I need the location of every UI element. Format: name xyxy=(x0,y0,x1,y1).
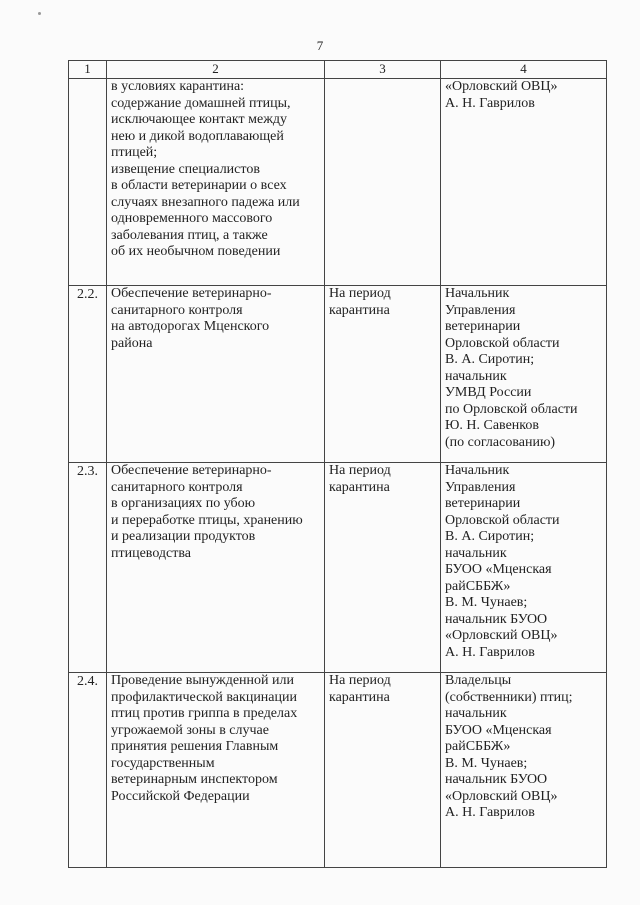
cell-text-line: начальник xyxy=(445,368,507,384)
cell-text-line: В. А. Сиротин; xyxy=(445,352,535,367)
term-cell xyxy=(325,673,441,868)
cell-text-line: содержание домашней птицы, xyxy=(111,95,291,111)
cell-text-line: Управления xyxy=(445,302,516,318)
cell-text-line: В. А. Сиротин; xyxy=(445,529,535,544)
cell-text-line: начальник xyxy=(445,545,507,561)
cell-text-line: санитарного контроля xyxy=(111,302,243,318)
column-header-term: 3 xyxy=(325,61,441,79)
cell-text-line: на автодорогах Мценского xyxy=(111,319,270,334)
row-number: 2.2. xyxy=(69,286,107,463)
cell-text-line: Управления xyxy=(445,479,516,495)
table-row xyxy=(69,463,607,673)
cell-text-line: Орловской области xyxy=(445,512,560,528)
cell-text-line: Российской Федерации xyxy=(111,788,250,804)
cell-text-line: государственным xyxy=(111,755,215,771)
cell-text-line: Обеспечение ветеринарно- xyxy=(111,286,272,301)
row-number: 2.4. xyxy=(69,673,107,868)
cell-text-line: В. М. Чунаев; xyxy=(445,595,528,610)
row-number: 2.3. xyxy=(69,463,107,673)
cell-text-line: в условиях карантина: xyxy=(111,79,245,94)
term-cell xyxy=(325,463,441,673)
cell-text-line: нею и дикой водоплавающей xyxy=(111,128,284,144)
responsible-cell xyxy=(441,79,607,286)
table-row xyxy=(69,673,607,868)
cell-text-line: БУОО «Мценская xyxy=(445,722,552,738)
cell-text-line: принятия решения Главным xyxy=(111,739,279,754)
cell-text-line: угрожаемой зоны в случае xyxy=(111,722,269,738)
cell-text-line: начальник БУОО xyxy=(445,611,548,627)
responsible-cell xyxy=(441,286,607,463)
term-cell xyxy=(325,286,441,463)
cell-text-line: ветеринарным инспектором xyxy=(111,772,278,787)
cell-text-line: На период xyxy=(329,463,391,478)
cell-text-line: и реализации продуктов xyxy=(111,529,256,544)
cell-text-line: ветеринарии xyxy=(445,496,521,511)
cell-text-line: ветеринарии xyxy=(445,319,521,334)
cell-text-line: одновременного массового xyxy=(111,211,273,226)
cell-text-line: извещение специалистов xyxy=(111,161,260,177)
cell-text-line: А. Н. Гаврилов xyxy=(445,805,535,820)
term-cell xyxy=(325,79,441,286)
cell-text-line: начальник БУОО xyxy=(445,772,548,787)
action-cell xyxy=(107,673,325,868)
cell-text-line: карантина xyxy=(329,479,390,495)
cell-text-line: Обеспечение ветеринарно- xyxy=(111,463,272,478)
cell-text-line: птиц против гриппа в пределах xyxy=(111,706,298,721)
cell-text-line: санитарного контроля xyxy=(111,479,243,495)
cell-text-line: «Орловский ОВЦ» xyxy=(445,79,558,94)
scan-speck xyxy=(38,12,41,15)
cell-text-line: Начальник xyxy=(445,463,510,478)
cell-text-line: УМВД России xyxy=(445,385,532,400)
row-number xyxy=(69,79,107,286)
column-header-action: 2 xyxy=(107,61,325,79)
cell-text-line: (по согласованию) xyxy=(445,434,556,450)
cell-text-line: района xyxy=(111,335,153,351)
cell-text-line: райСББЖ» xyxy=(445,739,511,754)
cell-text-line: и переработке птицы, хранению xyxy=(111,512,303,528)
responsible-cell xyxy=(441,463,607,673)
cell-text-line: На период xyxy=(329,286,391,301)
cell-text-line: случаях внезапного падежа или xyxy=(111,194,300,210)
cell-text-line: исключающее контакт между xyxy=(111,112,288,127)
cell-text-line: Владельцы xyxy=(445,673,512,688)
column-header-responsible: 4 xyxy=(441,61,607,79)
cell-text-line: карантина xyxy=(329,689,390,705)
action-cell xyxy=(107,463,325,673)
cell-text-line: В. М. Чунаев; xyxy=(445,755,528,771)
column-header-number: 1 xyxy=(69,61,107,79)
cell-text-line: (собственники) птиц; xyxy=(445,689,573,705)
table-header-row xyxy=(69,61,607,79)
cell-text-line: А. Н. Гаврилов xyxy=(445,95,535,111)
cell-text-line: Проведение вынужденной или xyxy=(111,673,294,688)
cell-text-line: об их необычном поведении xyxy=(111,244,281,259)
cell-text-line: начальник xyxy=(445,706,507,721)
cell-text-line: райСББЖ» xyxy=(445,578,511,594)
cell-text-line: птицей; xyxy=(111,145,158,160)
cell-text-line: Начальник xyxy=(445,286,510,301)
cell-text-line: в области ветеринарии о всех xyxy=(111,178,287,193)
cell-text-line: Орловской области xyxy=(445,335,560,351)
table-row xyxy=(69,286,607,463)
table-row xyxy=(69,79,607,286)
cell-text-line: Ю. Н. Савенков xyxy=(445,418,539,433)
cell-text-line: «Орловский ОВЦ» xyxy=(445,788,558,804)
cell-text-line: в организациях по убою xyxy=(111,496,256,511)
cell-text-line: птицеводства xyxy=(111,545,192,561)
cell-text-line: заболевания птиц, а также xyxy=(111,227,268,243)
cell-text-line: На период xyxy=(329,673,391,688)
responsible-cell xyxy=(441,673,607,868)
action-cell xyxy=(107,79,325,286)
cell-text-line: профилактической вакцинации xyxy=(111,689,297,705)
cell-text-line: БУОО «Мценская xyxy=(445,562,552,577)
cell-text-line: А. Н. Гаврилов xyxy=(445,644,535,660)
cell-text-line: по Орловской области xyxy=(445,401,578,417)
measures-table xyxy=(68,60,607,868)
page-number: 7 xyxy=(316,38,324,53)
action-cell xyxy=(107,286,325,463)
cell-text-line: «Орловский ОВЦ» xyxy=(445,628,558,643)
cell-text-line: карантина xyxy=(329,302,390,318)
